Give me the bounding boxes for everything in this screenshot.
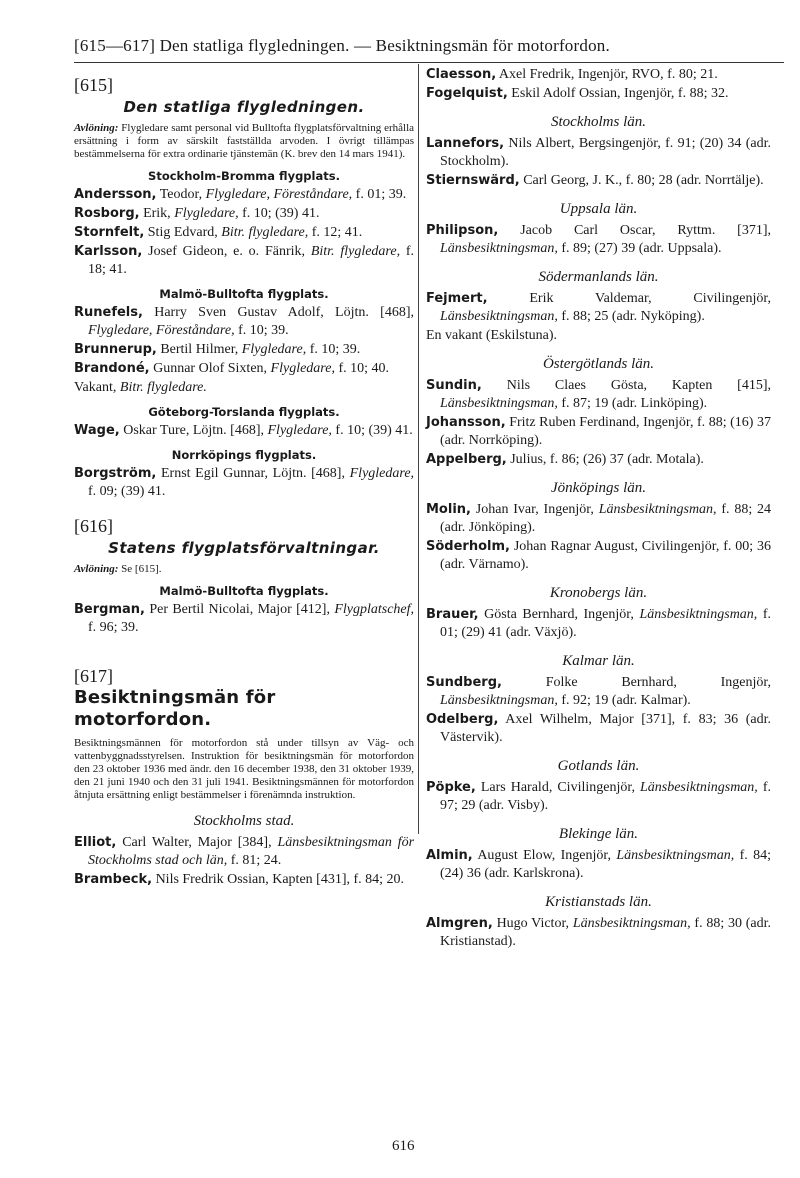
section-number-615: [615] [74,75,113,95]
entry-name: Brunnerup, [74,342,157,357]
entry-details: Axel Fredrik, Ingenjör, RVO, f. 80; 21. [498,67,718,82]
staff-entry [74,304,414,340]
vacancy-entry [426,327,771,345]
entry-dates: f. 88; 24 (adr. Jönköping). [440,502,772,535]
staff-entry [426,915,771,951]
entry-name: Johansson, [426,415,506,430]
entry-name: Fejmert, [426,291,488,306]
entry-details: Axel Wilhelm, Major [371], f. 83; 36 (adr. Västervik). [440,712,771,745]
section-number-616: [616] [74,516,113,536]
section-number-617: [617] [74,666,113,686]
entry-details: Carl Georg, J. K., f. 80; 28 (adr. Norrtälje). [523,173,764,188]
entry-title: Flygplatschef, [334,602,415,617]
entry-name: Lannefors, [426,136,505,151]
entry-details: Erik, [143,206,171,221]
staff-entry [426,538,771,574]
entry-dates: f. 87; 19 (adr. Linköping). [561,396,708,411]
entry-details: Gunnar Olof Sixten, [153,361,268,376]
entry-dates: f. 97; 29 (adr. Visby). [440,780,771,813]
entry-title: Flygledare, Föreståndare, [205,187,353,202]
entry-dates: f. 10; (39) 41. [242,206,320,221]
section-title-617: Besiktningsmän för motorfordon. [74,687,276,730]
entry-details: Gösta Bernhard, Ingenjör, [484,607,634,622]
airport-heading-bromma: Stockholm-Bromma flygplats. [148,169,340,183]
entry-details: Oskar Ture, Löjtn. [468], [123,423,264,438]
county-heading-stockholms-stad: Stockholms stad. [193,813,295,829]
staff-entry [74,360,414,378]
entry-dates: f. 01; (29) 41 (adr. Växjö). [440,607,772,640]
entry-name: Stornfelt, [74,225,145,240]
entry-name: Pöpke, [426,780,476,795]
entry-dates: f. 10; 39. [238,323,289,338]
entry-name: Claesson, [426,67,497,82]
staff-entry [426,674,771,710]
note-lead: Avlöning: [74,563,119,575]
entry-dates: f. 89; (27) 39 (adr. Uppsala). [561,241,722,256]
staff-entry [426,172,771,190]
entry-name: Almin, [426,848,473,863]
entry-name: Philipson, [426,223,499,238]
staff-entry [74,205,414,223]
entry-details: August Elow, Ingenjör, [477,848,611,863]
entry-name: Stiernswärd, [426,173,520,188]
entry-title: Länsbesiktningsman, [440,693,558,708]
staff-entry [426,135,771,171]
entry-details: Erik Valdemar, Civilingenjör, [529,291,771,306]
entry-name: Wage, [74,423,120,438]
entry-details: En vakant (Eskilstuna). [426,328,558,343]
entry-name: Brauer, [426,607,479,622]
entry-title: Flygledare, [267,423,332,438]
entry-details: Johan Ragnar August, Civilingenjör, f. 00; 36 (adr. Värnamo). [440,539,771,572]
staff-entry [426,222,771,258]
entry-dates: f. 18; 41. [88,244,415,277]
staff-entry [74,834,414,870]
entry-title: Länsbesiktningsman, [639,607,758,622]
entry-title: Länsbesiktningsman, [616,848,735,863]
note-text: Flygledare samt personal vid Bulltofta flygplatsförvaltning erhålla ersättning i form av särskilt fastställda arvoden. I övrigt tillämpas bestämmelserna för extra ordinarie tjänstemän (K. brev den 14 mars 1941). [74,122,415,160]
entry-dates: f. 96; 39. [88,620,139,635]
staff-entry [426,451,771,469]
page-number: 616 [392,1138,415,1154]
staff-entry [74,186,414,204]
county-heading-uppsala: Uppsala län. [559,201,638,217]
instruction-note-617: Besiktningsmännen för motorfordon stå under tillsyn av Väg- och vattenbyggnadsstyrelsen. Instruktion för besiktningsmän för motorfordon den 23 oktober 1936 med ändr. den 16 december 1938, den 31 oktober 1939, den 21 juni 1940 och den 31 juli 1941. Besiktningsmännen för motorfordon åtnjuta ersättning enligt bestämmelser i förenämnda instruktion. [74,737,414,801]
entry-dates: f. 84; (24) 36 (adr. Karlskrona). [440,848,772,881]
staff-entry [426,501,771,537]
staff-entry [426,847,771,883]
entry-title: Bitr. flygledare. [119,380,207,395]
entry-details: Harry Sven Gustav Adolf, Löjtn. [468], [154,305,414,320]
staff-entry [74,871,414,889]
county-heading-blekinge: Blekinge län. [558,826,639,842]
note-text: Se [615]. [121,563,162,575]
section-title-615: Den statliga flygledningen. [123,98,365,116]
staff-entry [426,414,771,450]
entry-title: Flygledare, [174,206,239,221]
entry-title: Bitr. flygledare, [221,225,309,240]
entry-details: Nils Fredrik Ossian, Kapten [431], [155,872,350,887]
county-heading-kalmar: Kalmar län. [562,653,635,669]
entry-name: Bergman, [74,602,145,617]
entry-dates: f. 01; 39. [355,187,407,202]
staff-entry [426,606,771,642]
entry-name: Sundberg, [426,675,502,690]
note-lead: Avlöning: [74,122,119,134]
vacancy-entry [74,379,414,397]
county-heading-jonkoping: Jönköpings län. [551,480,646,496]
entry-name: Brandoné, [74,361,150,376]
entry-details: Stig Edvard, [147,225,218,240]
entry-details: Folke Bernhard, Ingenjör, [545,675,771,690]
staff-entry [74,243,414,279]
entry-details: Carl Walter, Major [384], [122,835,272,850]
salary-note-616 [74,563,414,576]
staff-entry [74,465,414,501]
entry-name: Almgren, [426,916,493,931]
left-column [74,66,414,890]
entry-details: Nils Claes Gösta, Kapten [415], [506,378,772,393]
column-divider [418,64,419,834]
entry-details: Per Bertil Nicolai, Major [412], [149,602,330,617]
entry-details: Lars Harald, Civilingenjör, [480,780,635,795]
airport-heading-bulltofta: Malmö-Bulltofta flygplats. [159,287,329,301]
county-heading-stockholms-lan: Stockholms län. [551,114,646,130]
entry-name: Brambeck, [74,872,153,887]
entry-title: Bitr. flygledare, [310,244,401,259]
entry-title: Länsbesiktningsman, [440,396,558,411]
staff-entry [426,85,771,103]
entry-dates: f. 88; 25 (adr. Nyköping). [561,309,705,324]
county-heading-gotland: Gotlands län. [557,758,640,774]
staff-entry [74,422,414,440]
entry-title: Länsbesiktningsman, [598,502,717,517]
entry-name: Elliot, [74,835,117,850]
county-heading-kronoberg: Kronobergs län. [549,585,648,601]
entry-name: Sundin, [426,378,482,393]
staff-entry [426,377,771,413]
entry-details: Ernst Egil Gunnar, Löjtn. [468], [160,466,345,481]
running-head: [615—617] Den statliga flygledningen. — Besiktningsmän för motorfordon. [74,36,610,55]
entry-name: Rosborg, [74,206,140,221]
entry-details: Fritz Ruben Ferdinand, Ingenjör, f. 88; (16) 37 (adr. Norrköping). [440,415,771,448]
right-column [426,66,771,952]
entry-dates: f. 10; (39) 41. [335,423,413,438]
entry-dates: f. 81; 24. [230,853,282,868]
staff-entry [74,601,414,637]
entry-dates: f. 09; (39) 41. [88,484,166,499]
entry-name: Andersson, [74,187,157,202]
entry-details: Bertil Hilmer, [160,342,239,357]
entry-details: Julius, f. 86; (26) 37 (adr. Motala). [510,452,704,467]
entry-title: Länsbesiktningsman, [440,309,558,324]
county-heading-sodermanland: Södermanlands län. [538,269,659,285]
staff-entry [74,341,414,359]
entry-name: Molin, [426,502,471,517]
section-title-616: Statens flygplatsförvaltningar. [108,539,380,557]
header-rule [74,62,784,63]
airport-heading-bulltofta-616: Malmö-Bulltofta flygplats. [159,584,329,598]
airport-heading-norrkoping: Norrköpings flygplats. [171,448,317,462]
airport-heading-torslanda: Göteborg-Torslanda flygplats. [148,405,340,419]
entry-details: Josef Gideon, e. o. Fänrik, [148,244,306,259]
entry-title: Länsbesiktningsman, [572,916,691,931]
entry-title: Länsbesiktningsman, [639,780,758,795]
entry-title: Länsbesiktningsman, [440,241,558,256]
entry-title: Flygledare, [349,466,415,481]
entry-title: Flygledare, [241,342,307,357]
salary-note-615 [74,122,414,161]
entry-name: Karlsson, [74,244,143,259]
entry-details: Teodor, [159,187,203,202]
entry-dates: f. 92; 19 (adr. Kalmar). [561,693,691,708]
entry-dates: f. 12; 41. [311,225,363,240]
entry-details: Eskil Adolf Ossian, Ingenjör, f. 88; 32. [511,86,729,101]
entry-dates: f. 10; 40. [338,361,390,376]
entry-details: Vakant, [74,380,117,395]
entry-title: Flygledare, Föreståndare, [88,323,235,338]
staff-entry [426,66,771,84]
county-heading-ostergotland: Östergötlands län. [542,356,655,372]
county-heading-kristianstad: Kristianstads län. [545,894,652,910]
entry-dates: f. 88; 30 (adr. Kristianstad). [440,916,772,949]
entry-title: Länsbesiktningsman för Stockholms stad och län, [88,835,415,868]
entry-name: Fogelquist, [426,86,508,101]
staff-entry [74,224,414,242]
entry-details: Nils Albert, Bergsingenjör, f. 91; (20) 34 (adr. Stockholm). [440,136,771,169]
entry-name: Borgström, [74,466,157,481]
entry-dates: f. 10; 39. [309,342,361,357]
entry-details: Jacob Carl Oscar, Ryttm. [371], [520,223,772,238]
staff-entry [426,779,771,815]
entry-name: Runefels, [74,305,143,320]
entry-name: Odelberg, [426,712,499,727]
entry-name: Söderholm, [426,539,510,554]
entry-details: Hugo Victor, [496,916,570,931]
staff-entry [426,711,771,747]
entry-name: Appelberg, [426,452,507,467]
entry-title: Flygledare, [270,361,335,376]
entry-details: Johan Ivar, Ingenjör, [475,502,594,517]
staff-entry [426,290,771,326]
entry-dates: f. 84; 20. [353,872,405,887]
